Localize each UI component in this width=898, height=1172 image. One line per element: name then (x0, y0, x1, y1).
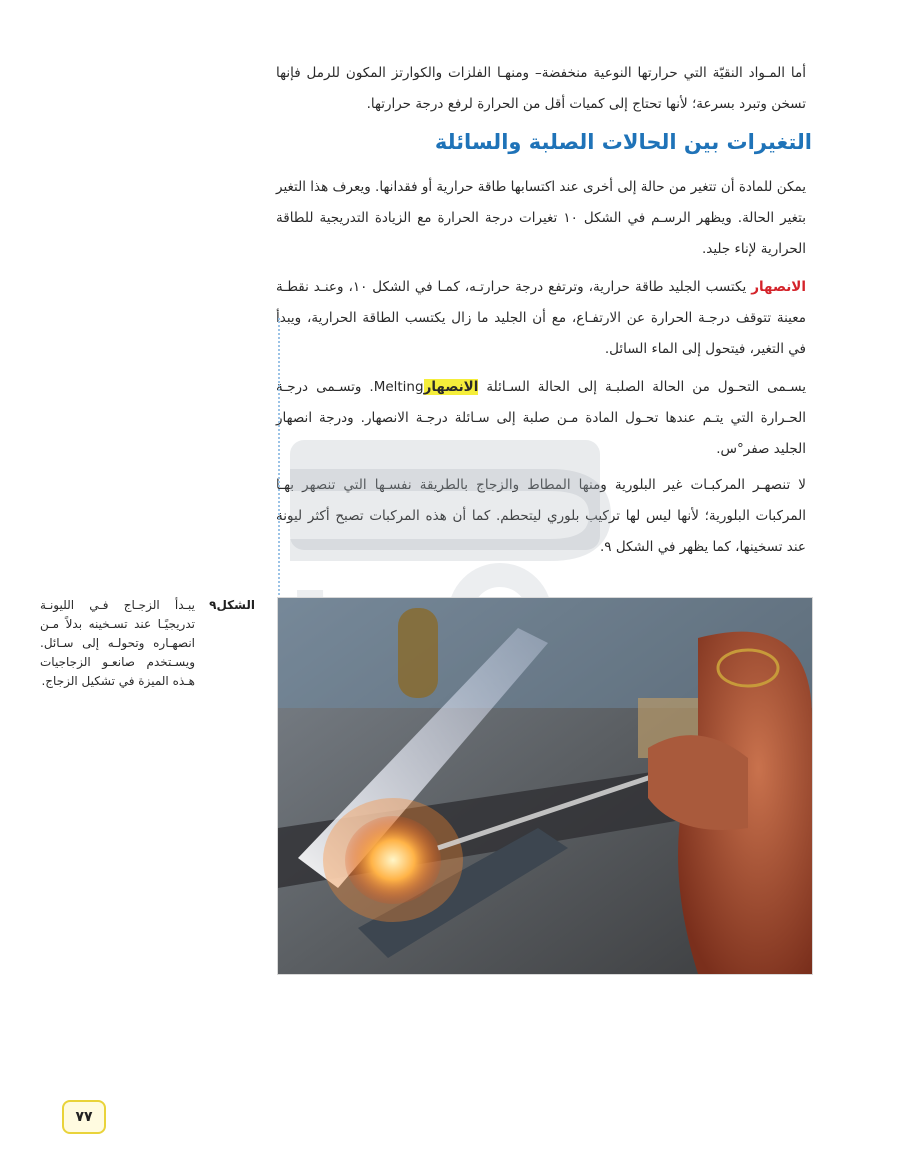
paragraph-state-change: يمكن للمادة أن تتغير من حالة إلى أخرى عند اكتسابها طاقة حرارية أو فقدانها. ويعرف هذا التغير بتغير الحالة. ويظهر الرسـم في الشكل ١٠ تغيرات درجة الحرارة مع الزيادة التدريجية للطاقة الحرارية لإناء جليد. (276, 179, 806, 257)
paragraph-text: يسـمى التحـول من الحالة الصلبـة إلى الحالة السـائلة (478, 379, 806, 395)
paragraph-melting-definition (276, 372, 806, 465)
intro-paragraph: أما المـواد النقيّة التي حرارتها النوعية منخفضة– ومنهـا الفلزات والكوارتز المكون للرمل فإنها تسخن وتبرد بسرعة؛ لأنها تحتاج إلى كميات أقل من الحرارة لرفع درجة حرارتها. (276, 65, 806, 112)
english-term: Melting (373, 379, 424, 395)
paragraph-text: . وتسـمى درجـة الحـرارة التي يتـم عندها تحـول المادة مـن صلبة إلى سـائلة درجـة الانصهار. ودرجة انصهار الجليد صفر°س. (276, 379, 806, 457)
margin-rule (278, 318, 280, 606)
paragraph-amorphous: لا تنصهـر المركبـات غير البلورية ومنها المطاط والزجاج بالطريقة نفسـها التي تنصهر بهـا المركبات البلورية؛ لأنها ليس لها تركيب بلوري ليتحطم. كما أن هذه المركبات تصبح أكثر ليونة عند تسخينها، كما يظهر في الشكل ٩. (276, 477, 806, 555)
paragraph-text: يكتسب الجليد طاقة حرارية، وترتفع درجة حرارتـه، كمـا في الشكل ١٠، وعنـد نقطـة معينة تتوقف درجـة الحرارة عن الارتفـاع، مع أن الجليد ما زال يكتسب الطاقة الحرارية، ويبدأ في التغير، فيتحول إلى الماء السائل. (276, 279, 806, 357)
section-heading: التغيرات بين الحالات الصلبة والسائلة (434, 130, 812, 154)
paragraph-melting-intro (276, 272, 806, 365)
term-melting: الانصهار (751, 279, 806, 295)
page-number: ٧٧ (62, 1100, 106, 1134)
figure-caption (40, 596, 255, 691)
glassblower-photo (277, 597, 813, 975)
highlighted-term-melting: الانصهار (423, 379, 479, 395)
caption-text: يبـدأ الزجـاج فـي الليونـة تدريجيًـا عند تسـخينه بدلاً مـن انصهـاره وتحولـه إلى سـائل. ويسـتخدم صانعـو الزجاجيات هـذه الميزة في تشكيل الزجاج. (40, 598, 195, 688)
figure-label: الشكل٩ (209, 598, 255, 612)
